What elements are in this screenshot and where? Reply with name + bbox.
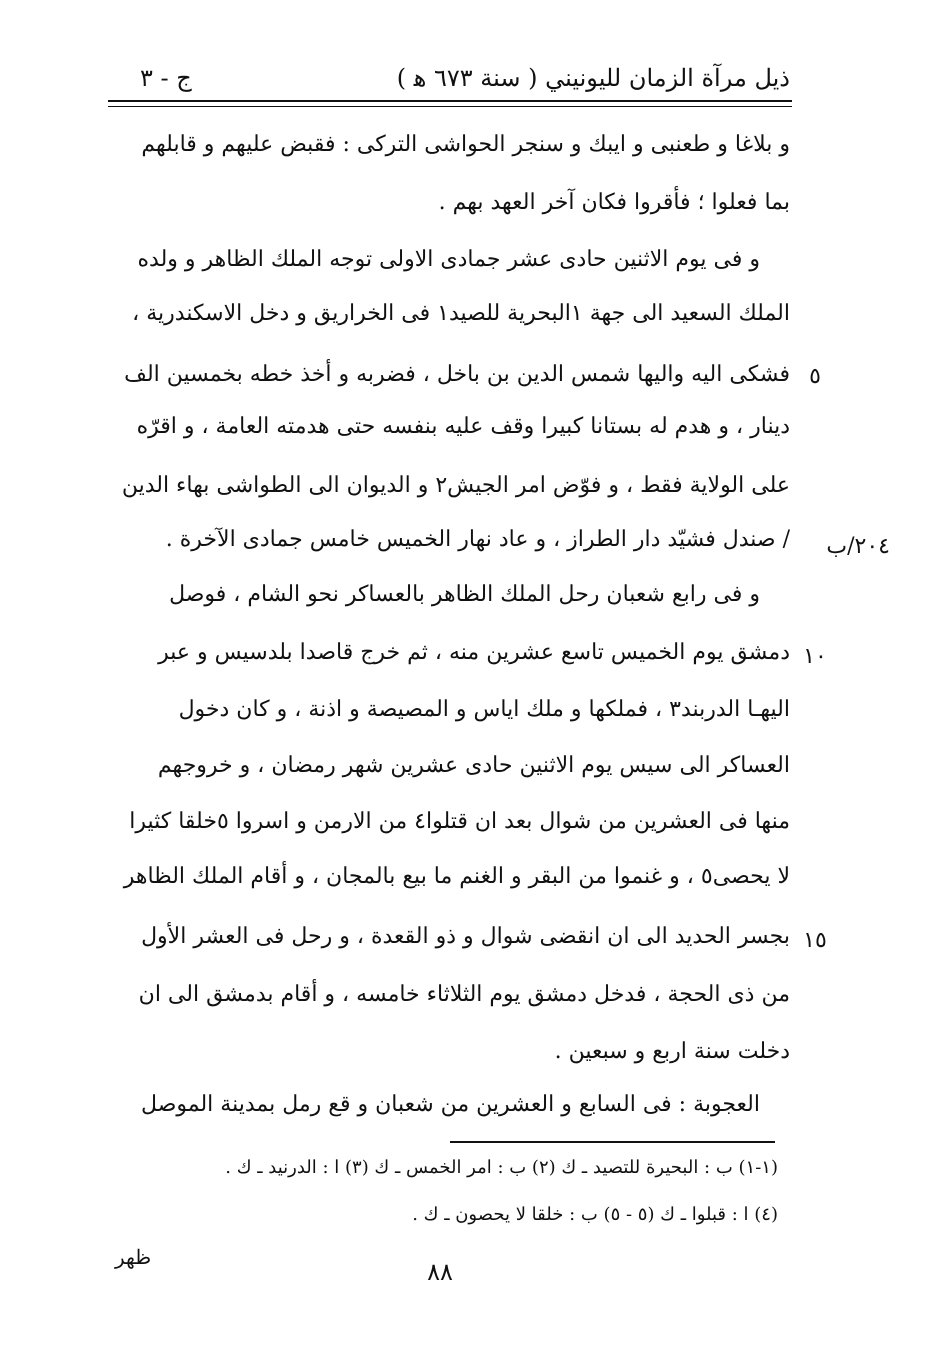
text-line: لا يحصى٥ ، و غنموا من البقر و الغنم ما بيع بالمجان ، و أقام الملك الظاهر xyxy=(123,864,790,889)
page-number: ٨٨ xyxy=(427,1258,453,1286)
footnote: (٤) ا : قبلوا ـ ك (٥ - ٥) ب : خلقا لا يحصون ـ ك . xyxy=(412,1204,778,1225)
text-line: دمشق يوم الخميس تاسع عشرين منه ، ثم خرج قاصدا بلدسيس و عبر xyxy=(158,640,790,665)
text-line: من ذى الحجة ، فدخل دمشق يوم الثلاثاء خامسه ، و أقام بدمشق الى ان xyxy=(138,982,790,1007)
text-line: و فى يوم الاثنين حادى عشر جمادى الاولى توجه الملك الظاهر و ولده xyxy=(137,247,760,272)
line-number: ١٥ xyxy=(803,928,827,953)
text-line: اليهـا الدربند٣ ، فملكها و ملك اياس و المصيصة و اذنة ، و كان دخول xyxy=(178,697,790,722)
volume-number: ج - ٣ xyxy=(140,64,192,92)
text-line: العساكر الى سيس يوم الاثنين حادى عشرين شهر رمضان ، و خروجهم xyxy=(157,753,790,778)
text-line: و فى رابع شعبان رحل الملك الظاهر بالعساكر نحو الشام ، فوصل xyxy=(169,582,760,607)
text-line: و بلاغا و طعنبى و ايبك و سنجر الحواشى التركى : فقبض عليهم و قابلهم xyxy=(141,132,790,157)
header-rule xyxy=(108,100,792,102)
catchword: ظهر xyxy=(115,1245,152,1269)
text-line: بما فعلوا ؛ فأقروا فكان آخر العهد بهم . xyxy=(438,190,790,215)
running-header xyxy=(110,58,790,98)
footnote: (١-١) ب : البحيرة للتصيد ـ ك (٢) ب : امر الخمس ـ ك (٣) ا : الدرنيد ـ ك . xyxy=(225,1157,778,1178)
running-title: ذيل مرآة الزمان لليونيني ( سنة ٦٧٣ ﻫ ) xyxy=(396,64,790,92)
text-line: فشكى اليه واليها شمس الدين بن باخل ، فضربه و أخذ خطه بخمسين الف xyxy=(124,362,790,387)
text-line: بجسر الحديد الى ان انقضى شوال و ذو القعدة ، و رحل فى العشر الأول xyxy=(141,924,790,949)
text-line: على الولاية فقط ، و فوّض امر الجيش٢ و الديوان الى الطواشى بهاء الدين xyxy=(121,473,790,498)
line-number: ١٠ xyxy=(803,644,827,669)
text-line: / صندل فشيّد دار الطراز ، و عاد نهار الخميس خامس جمادى الآخرة . xyxy=(165,527,790,552)
line-number: ٥ xyxy=(809,364,821,389)
footnote-rule xyxy=(450,1141,775,1143)
folio-marker: ٢٠٤/ب xyxy=(826,534,890,559)
text-line: دينار ، و هدم له بستانا كبيرا وقف عليه بنفسه حتى هدمته العامة ، و اقرّه xyxy=(136,414,790,439)
text-line: العجوبة : فى السابع و العشرين من شعبان و قع رمل بمدينة الموصل xyxy=(141,1092,760,1117)
text-line: منها فى العشرين من شوال بعد ان قتلوا٤ من الارمن و اسروا ٥خلقا كثيرا xyxy=(129,809,790,834)
header-rule xyxy=(108,106,792,107)
text-line: دخلت سنة اربع و سبعين . xyxy=(554,1039,790,1064)
text-line: الملك السعيد الى جهة ١البحرية للصيد١ فى الخراريق و دخل الاسكندرية ، xyxy=(132,301,790,326)
